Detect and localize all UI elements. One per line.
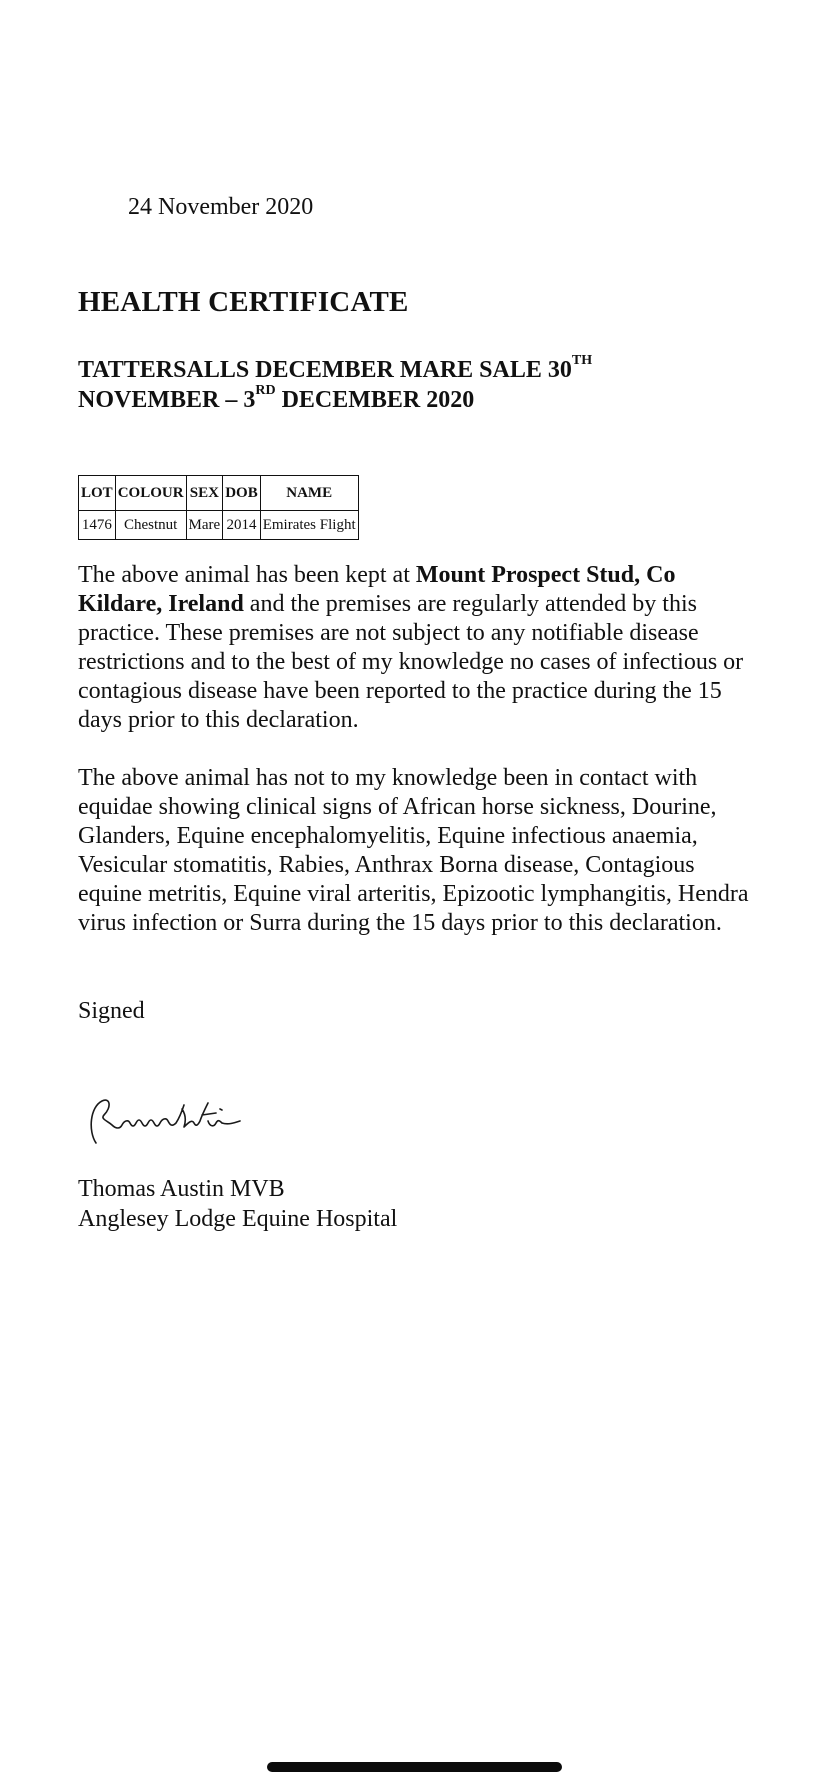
handwritten-signature bbox=[82, 1085, 262, 1155]
subtitle-part-1: TATTERSALLS DECEMBER MARE SALE 30 bbox=[78, 357, 572, 383]
home-indicator[interactable] bbox=[267, 1762, 562, 1772]
document-title: HEALTH CERTIFICATE bbox=[78, 286, 409, 318]
subtitle-sup-1: TH bbox=[571, 353, 593, 368]
header-colour: COLOUR bbox=[115, 476, 186, 511]
premises-text-before: The above animal has been kept at bbox=[78, 562, 416, 588]
table-row bbox=[79, 511, 359, 540]
header-name: NAME bbox=[260, 476, 358, 511]
signer-organisation: Anglesey Lodge Equine Hospital bbox=[78, 1206, 398, 1232]
premises-paragraph bbox=[78, 561, 758, 735]
contact-paragraph: The above animal has not to my knowledge been in contact with equidae showing clinical signs of African horse sickness, Dourine, Glanders, Equine encephalomyelitis, Equine infectious anaemia, Vesicular stomatitis, Rabies, Anthrax Borna disease, Contagious equine metritis, Equine viral arteritis, Epizootic lymphangitis, Hendra virus infection or Surra during the 15 days prior to this declaration. bbox=[78, 765, 749, 936]
table-header-row bbox=[79, 476, 359, 511]
signer-block bbox=[78, 1174, 397, 1234]
sale-subtitle bbox=[78, 355, 698, 415]
cell-sex: Mare bbox=[186, 511, 223, 540]
header-dob: DOB bbox=[223, 476, 261, 511]
subtitle-part-2: NOVEMBER – 3 bbox=[78, 387, 256, 413]
premises-location: Mount Prospect Stud, Co Kildare, Ireland bbox=[78, 562, 676, 617]
lot-table bbox=[78, 475, 359, 540]
cell-dob: 2014 bbox=[223, 511, 261, 540]
subtitle-part-3: DECEMBER 2020 bbox=[275, 387, 475, 413]
cell-name: Emirates Flight bbox=[260, 511, 358, 540]
document-date: 24 November 2020 bbox=[128, 194, 314, 220]
header-sex: SEX bbox=[186, 476, 223, 511]
subtitle-sup-2: RD bbox=[255, 383, 276, 398]
signed-label: Signed bbox=[78, 998, 145, 1024]
cell-lot: 1476 bbox=[79, 511, 116, 540]
cell-colour: Chestnut bbox=[115, 511, 186, 540]
premises-text-after: and the premises are regularly attended by this practice. These premises are not subject to any notifiable disease restrictions and to the best of my knowledge no cases of infectious or contagious disease have been reported to the practice during the 15 days prior to this declaration. bbox=[78, 591, 744, 733]
header-lot: LOT bbox=[79, 476, 116, 511]
signer-name: Thomas Austin MVB bbox=[78, 1176, 285, 1202]
